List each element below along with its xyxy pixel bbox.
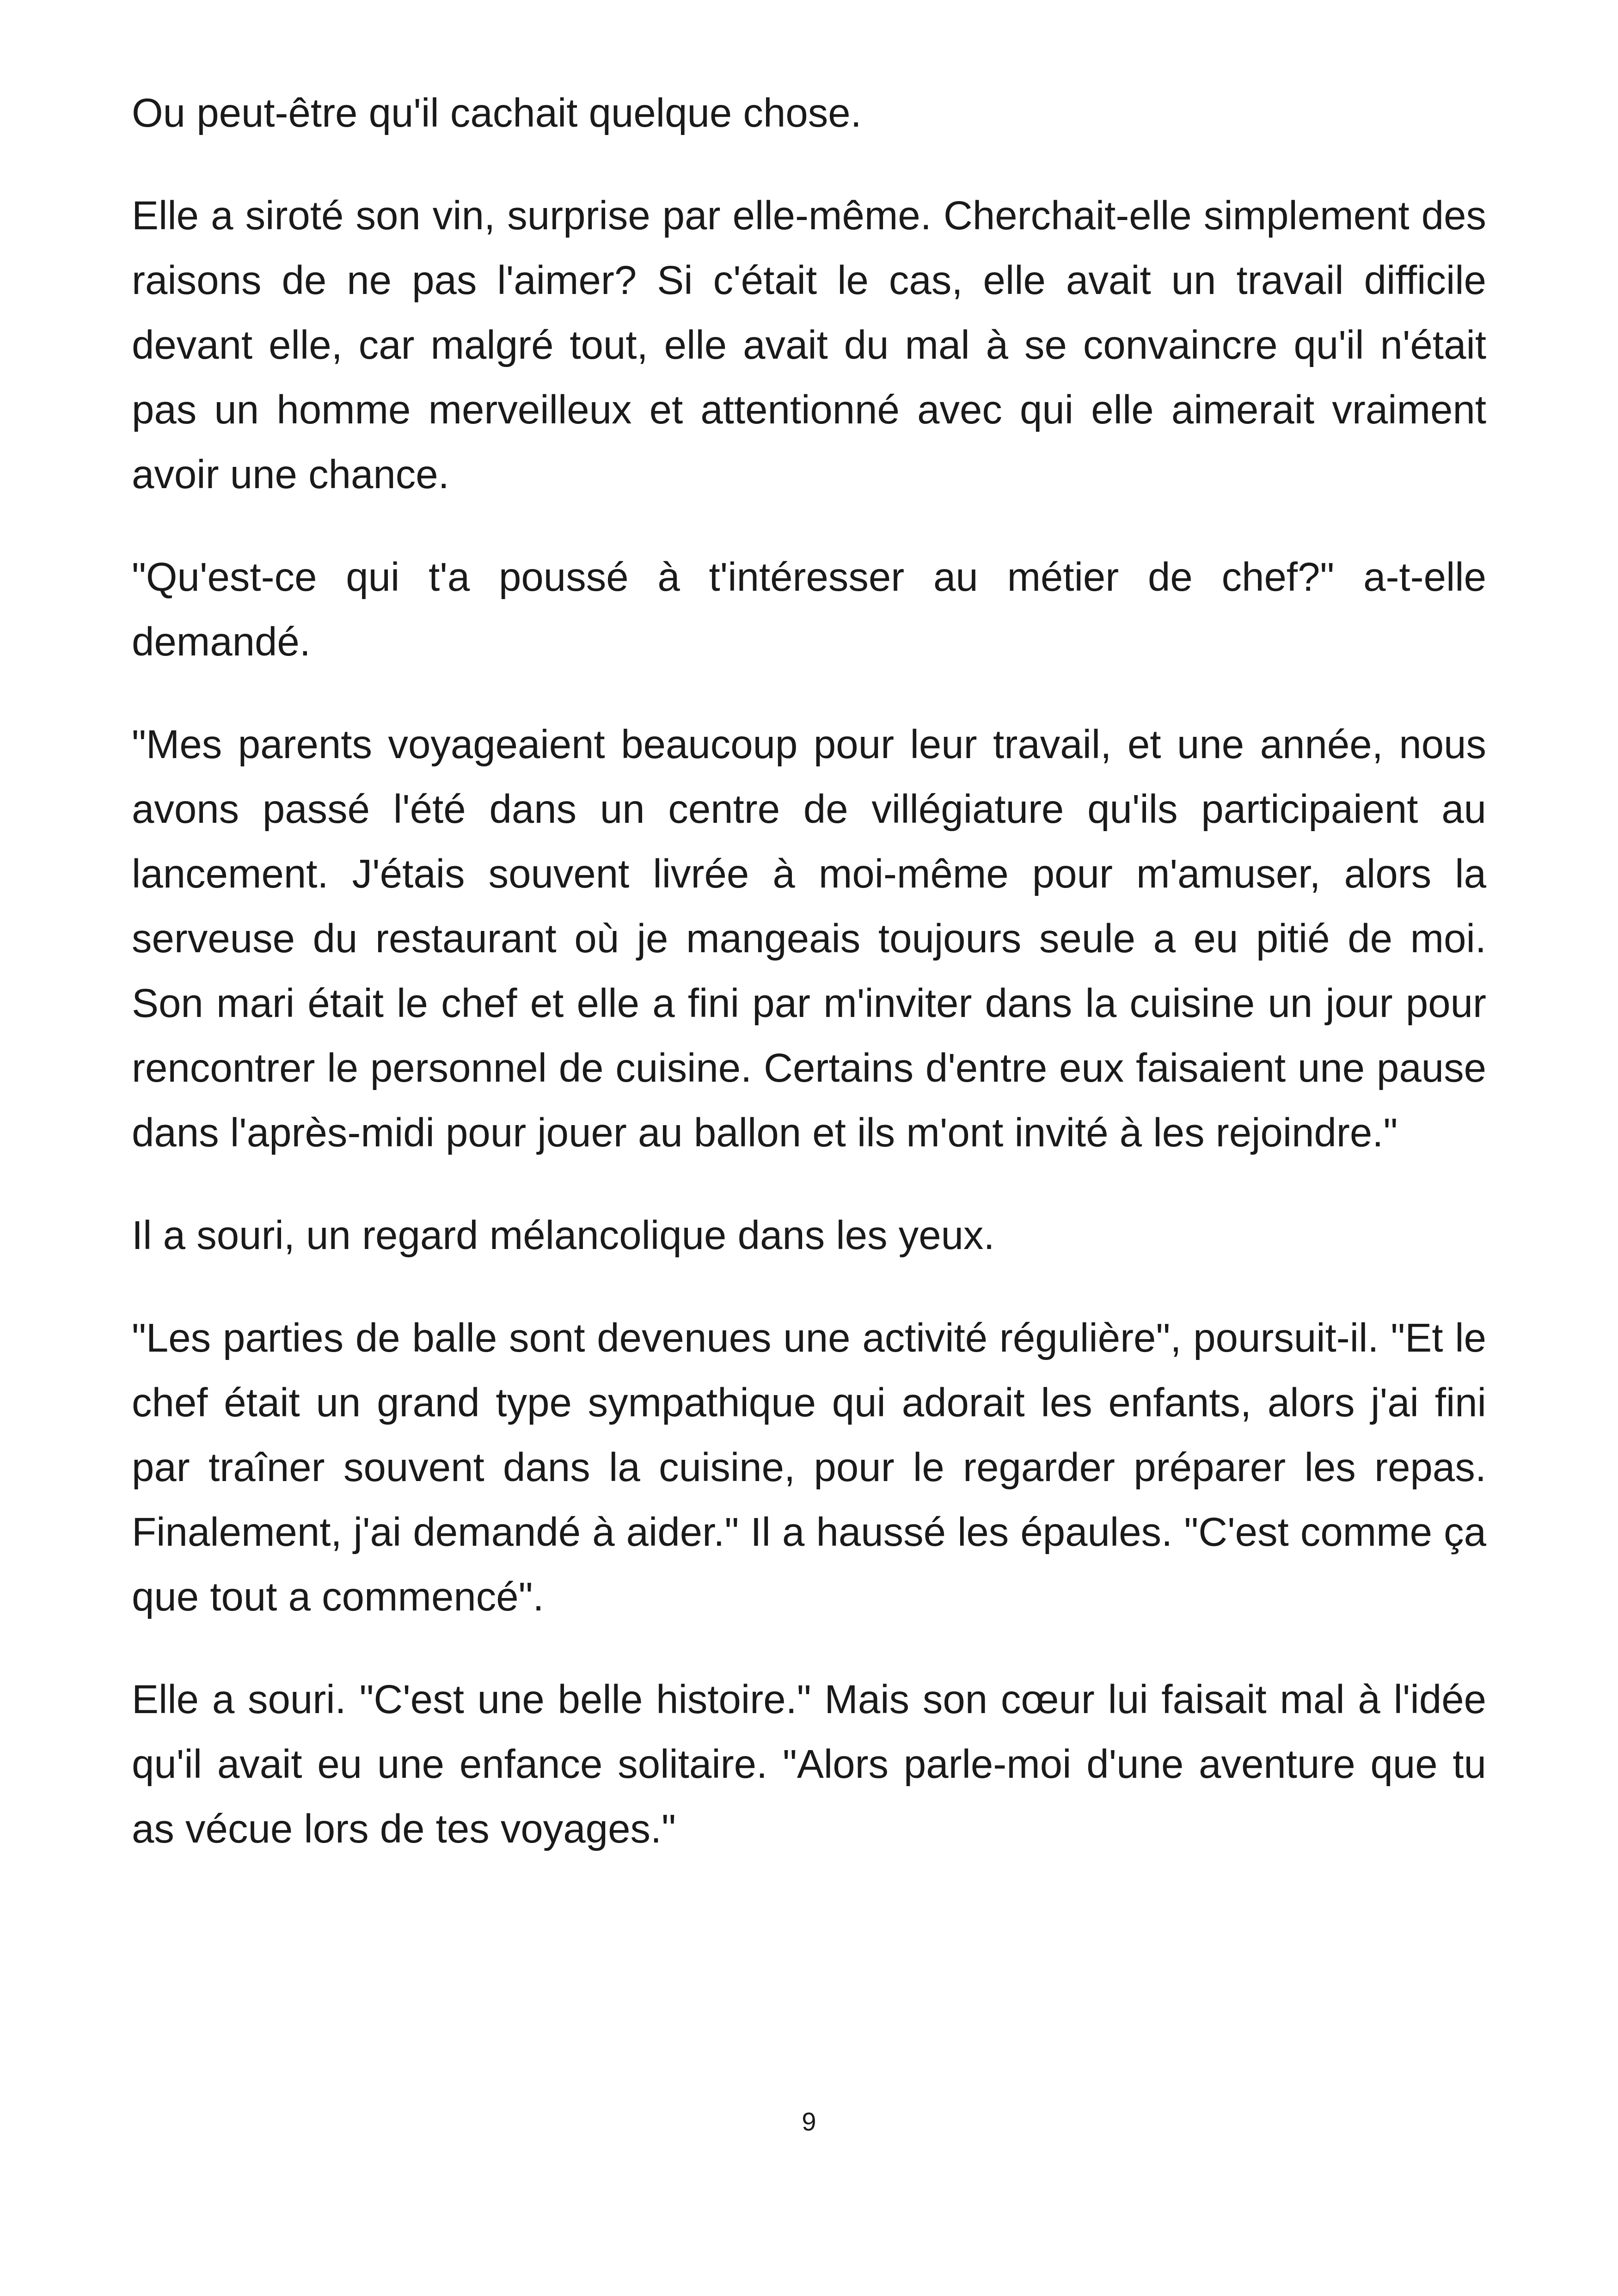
text-body [132,81,1486,1899]
paragraph-3: "Qu'est-ce qui t'a poussé à t'intéresser au métier de chef?" a-t-elle demandé. [132,555,1486,664]
paragraph-2: Elle a siroté son vin, surprise par elle-même. Cherchait-elle simplement des raisons de ne pas l'aimer? Si c'était le cas, elle avait un travail difficile devant elle, car malgré tout, elle avait du mal à se convaincre qu'il n'était pas un homme merveilleux et attentionné avec qui elle aimerait vraiment avoir une chance. [132,193,1486,497]
paragraph-4: "Mes parents voyageaient beaucoup pour leur travail, et une année, nous avons passé l'été dans un centre de villégiature qu'ils participaient au lancement. J'étais souvent livrée à moi-même pour m'amuser, alors la serveuse du restaurant où je mangeais toujours seule a eu pitié de moi. Son mari était le chef et elle a fini par m'inviter dans la cuisine un jour pour rencontrer le personnel de cuisine. Certains d'entre eux faisaient une pause dans l'après-midi pour jouer au ballon et ils m'ont invité à les rejoindre." [132,722,1486,1155]
paragraph-7: Elle a souri. "C'est une belle histoire." Mais son cœur lui faisait mal à l'idée qu'il avait eu une enfance solitaire. "Alors parle-moi d'une aventure que tu as vécue lors de tes voyages." [132,1677,1486,1851]
page-number: 9 [802,2107,816,2136]
paragraph-1: Ou peut-être qu'il cachait quelque chose. [132,91,862,135]
paragraph-6: "Les parties de balle sont devenues une activité régulière", poursuit-il. "Et le chef était un grand type sympathique qui adorait les enfants, alors j'ai fini par traîner souvent dans la cuisine, pour le regarder préparer les repas. Finalement, j'ai demandé à aider." Il a haussé les épaules. "C'est comme ça que tout a commencé". [132,1316,1486,1619]
paragraph-5: Il a souri, un regard mélancolique dans les yeux. [132,1213,995,1258]
